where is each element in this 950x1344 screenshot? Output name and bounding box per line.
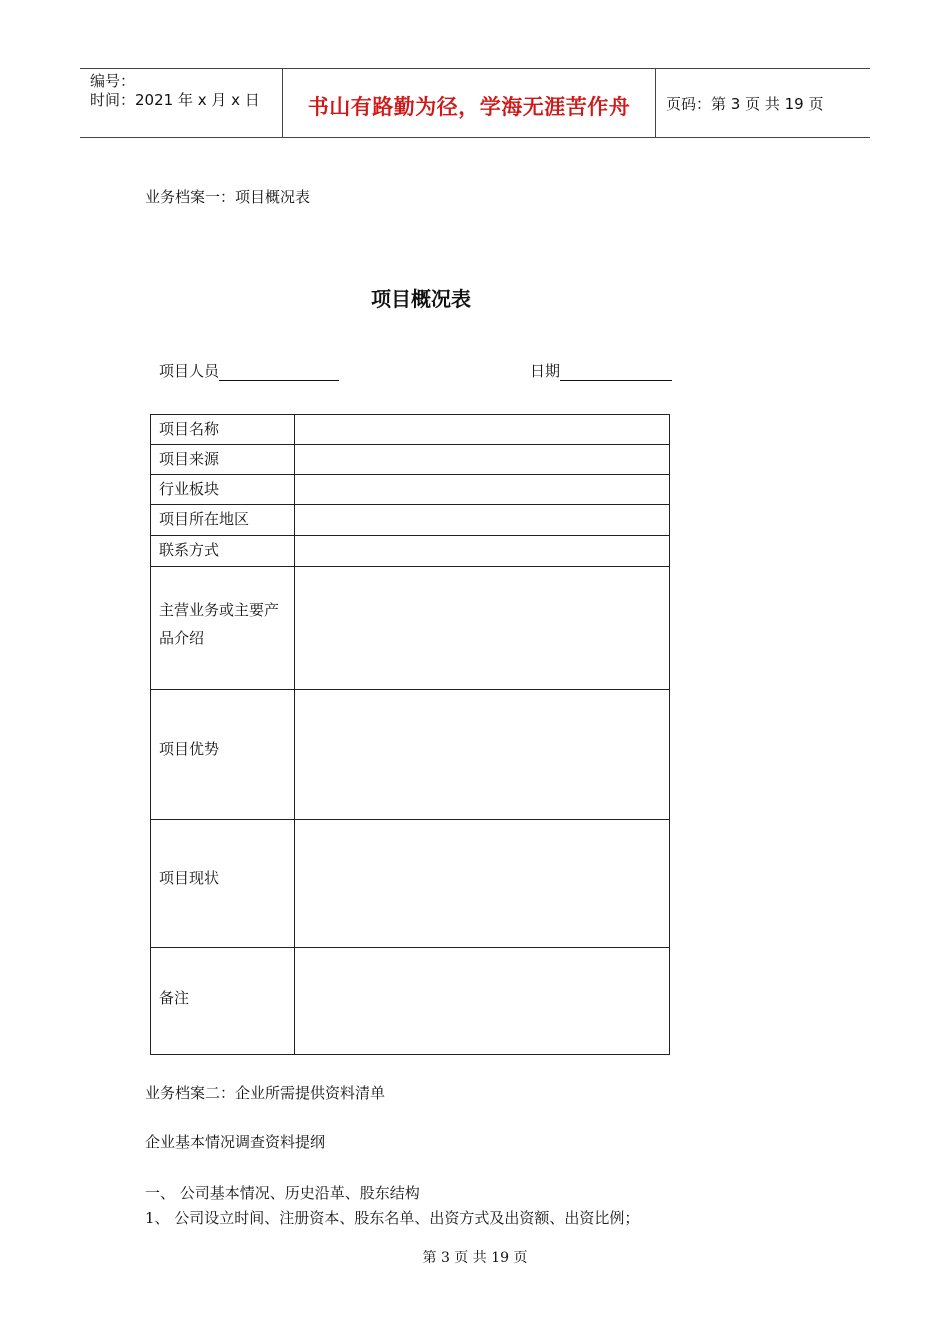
date-blank (560, 364, 672, 381)
archive-two-heading: 业务档案二：企业所需提供资料清单 (145, 1084, 386, 1102)
row-label-region: 项目所在地区 (159, 510, 250, 528)
project-person-blank (219, 364, 339, 381)
table-row (151, 445, 669, 475)
header-motto-cell (283, 69, 656, 137)
row-label-project-source: 项目来源 (159, 450, 220, 468)
page-footer: 第 3 页 共 19 页 (422, 1250, 528, 1266)
table-row (151, 505, 669, 536)
date-field (530, 360, 672, 381)
header-page-cell (656, 69, 870, 137)
header-motto: 书山有路勤为径，学海无涯苦作舟 (307, 95, 631, 119)
project-person-field (159, 360, 339, 381)
row-label-main-business-1: 主营业务或主要产 (159, 601, 280, 619)
column-divider (294, 415, 295, 1054)
table-row (151, 948, 669, 1054)
outline-title: 企业基本情况调查资料提纲 (145, 1133, 326, 1151)
header-meta-cell (80, 69, 283, 137)
form-title: 项目概况表 (371, 287, 471, 311)
header-page-info: 页码：第 3 页 共 19 页 (666, 95, 824, 113)
row-label-project-name: 项目名称 (159, 420, 220, 438)
item-one-text: 1、 公司设立时间、注册资本、股东名单、出资方式及出资额、出资比例； (145, 1209, 640, 1227)
table-row (151, 415, 669, 445)
table-row (151, 536, 669, 567)
project-person-label: 项目人员 (159, 362, 220, 380)
date-label: 日期 (530, 362, 561, 380)
table-row (151, 820, 669, 948)
table-row (151, 567, 669, 690)
archive-one-heading: 业务档案一：项目概况表 (145, 188, 311, 206)
row-label-remarks: 备注 (159, 989, 190, 1007)
row-label-status: 项目现状 (159, 869, 220, 887)
doc-number-label: 编号： (90, 72, 136, 90)
table-row (151, 475, 669, 505)
page-header (80, 68, 870, 138)
row-label-contact: 联系方式 (159, 541, 220, 559)
section-one-heading: 一、 公司基本情况、历史沿革、股东结构 (145, 1184, 420, 1202)
row-label-advantages: 项目优势 (159, 740, 220, 758)
project-overview-table (150, 414, 670, 1055)
doc-time-label: 时间：2021 年 x 月 x 日 (90, 91, 260, 109)
row-label-main-business-2: 品介绍 (159, 629, 205, 647)
row-label-industry: 行业板块 (159, 480, 220, 498)
table-row (151, 690, 669, 820)
